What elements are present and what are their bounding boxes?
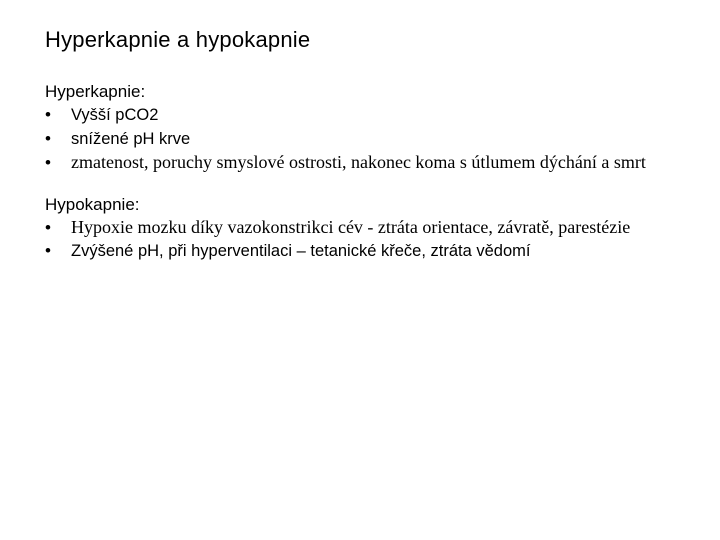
bullet-icon: • <box>45 153 51 172</box>
section-hyperkapnie <box>45 80 705 174</box>
bullet-list <box>45 216 705 263</box>
list-item <box>45 103 705 127</box>
list-item-text: Zvýšené pH, při hyperventilaci – tetanické křeče, ztráta vědomí <box>71 242 531 260</box>
slide-title: Hyperkapnie a hypokapnie <box>45 27 311 52</box>
list-item-text: Hypoxie mozku díky vazokonstrikci cév - ztráta orientace, závratě, parestézie <box>71 217 631 237</box>
section-hypokapnie <box>45 193 705 263</box>
section-heading: Hypokapnie: <box>45 195 140 214</box>
list-item-text: zmatenost, poruchy smyslové ostrosti, nakonec koma s útlumem dýchání a smrt <box>71 152 646 172</box>
list-item <box>45 239 705 263</box>
list-item <box>45 127 705 151</box>
section-heading: Hyperkapnie: <box>45 82 146 101</box>
bullet-icon: • <box>45 241 51 260</box>
bullet-icon: • <box>45 129 51 148</box>
bullet-list <box>45 103 705 174</box>
slide-content <box>45 80 705 263</box>
list-item <box>45 216 705 239</box>
list-item <box>45 151 705 174</box>
bullet-icon: • <box>45 218 51 237</box>
bullet-icon: • <box>45 105 51 124</box>
list-item-text: Vyšší pCO2 <box>71 106 159 124</box>
list-item-text: snížené pH krve <box>71 130 191 148</box>
